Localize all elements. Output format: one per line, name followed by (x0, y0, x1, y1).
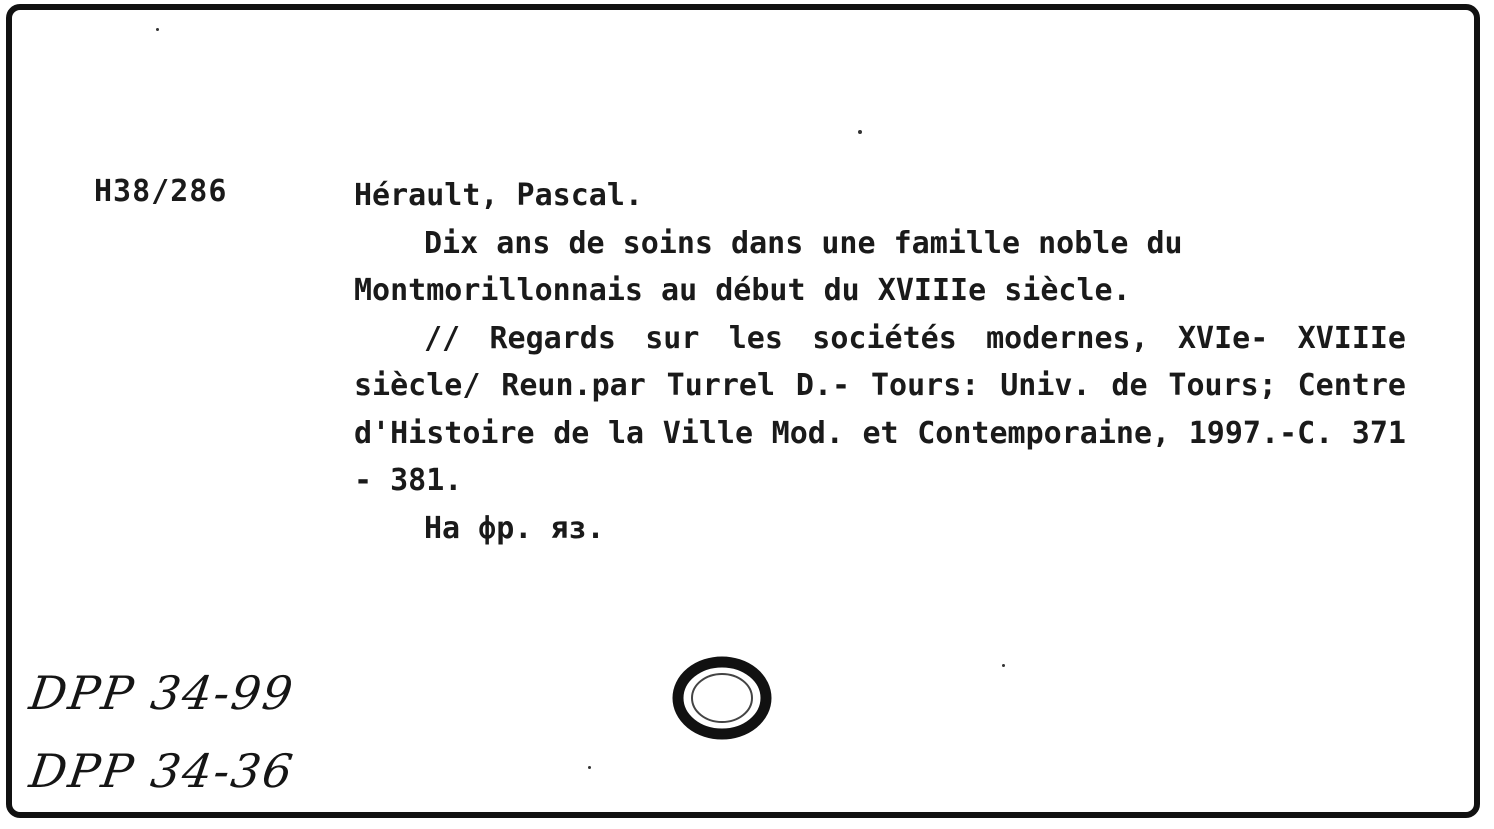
speck-dot (156, 28, 159, 31)
source-description: // Regards sur les sociétés modernes, XVIe- XVIIIe siècle/ Reun.par Turrel D.- Tours: Univ. de Tours; Centre d'Histoire de la Ville Mod. et Contemporaine, 1997.-C. 371 - 381. (354, 320, 1406, 498)
handwritten-code-1: DPP 34-99 (26, 666, 298, 720)
speck-dot (1002, 664, 1005, 667)
speck-dot (588, 766, 591, 769)
bibliographic-entry (354, 172, 1406, 552)
work-title: Dix ans de soins dans une famille noble du Montmorillonnais au début du XVIIIe siècle. (354, 225, 1183, 308)
handwritten-code-2: DPP 34-36 (26, 744, 298, 798)
punch-hole-icon (670, 652, 780, 742)
language-note: На фр. яз. (424, 510, 605, 546)
speck-dot (858, 130, 862, 134)
author-heading: Hérault, Pascal. (354, 178, 643, 213)
call-number: H38/286 (94, 174, 228, 209)
